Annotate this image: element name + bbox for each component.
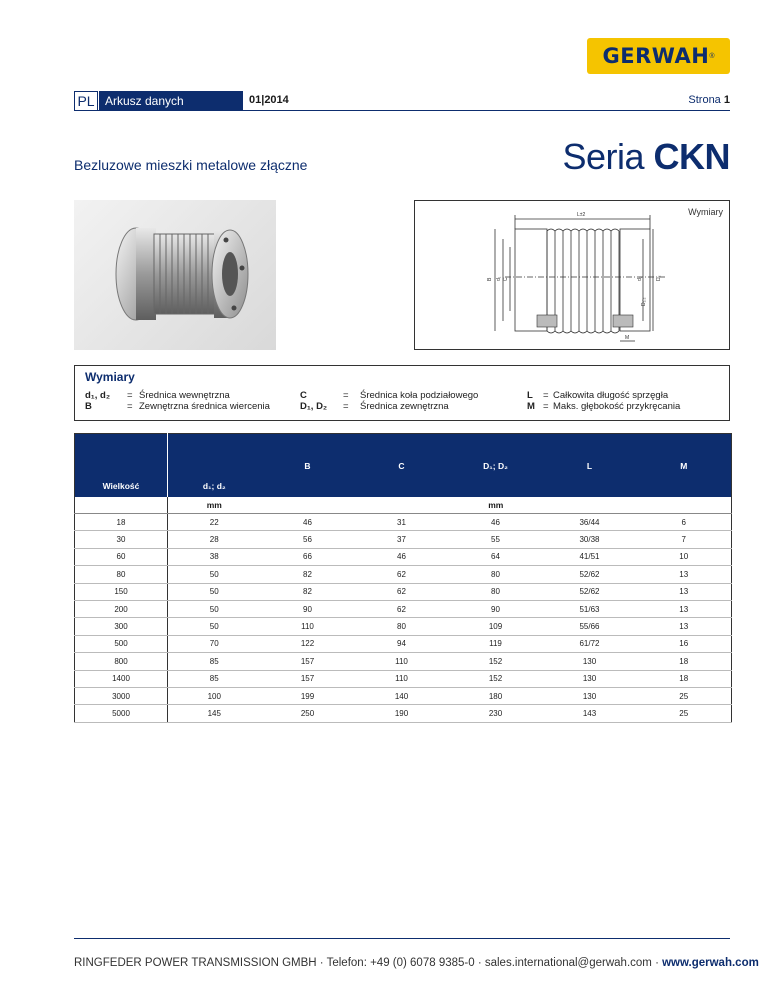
table-cell: 50 xyxy=(168,566,261,583)
table-cell: 41/51 xyxy=(543,548,637,565)
table-cell: 85 xyxy=(168,653,261,670)
footer-separator: · xyxy=(651,957,663,969)
legend-key: d₁, d₂ xyxy=(85,390,111,401)
col-header-D1D2: D₁; D₂ xyxy=(449,434,543,498)
table-cell: 18 xyxy=(637,653,732,670)
footer xyxy=(74,957,759,969)
footer-separator: · xyxy=(474,957,485,969)
table-cell: 46 xyxy=(449,514,543,531)
table-cell: 30/38 xyxy=(543,531,637,548)
series-title xyxy=(562,136,730,178)
table-cell: 56 xyxy=(261,531,355,548)
table-row xyxy=(75,705,732,722)
logo-text: GERWAH xyxy=(602,44,710,68)
dim-b-label: B xyxy=(487,277,493,281)
table-cell: 94 xyxy=(355,635,449,652)
table-cell: 143 xyxy=(543,705,637,722)
table-cell: 25 xyxy=(637,687,732,704)
table-cell: 46 xyxy=(355,548,449,565)
table-cell: 250 xyxy=(261,705,355,722)
table-cell: 50 xyxy=(168,600,261,617)
unit-cell-empty xyxy=(75,497,168,514)
footer-company: RINGFEDER POWER TRANSMISSION GMBH xyxy=(74,957,317,969)
legend-text: Całkowita długość sprzęgła xyxy=(553,390,669,401)
page-indicator xyxy=(688,94,730,106)
table-cell: 80 xyxy=(355,618,449,635)
table-cell: 90 xyxy=(261,600,355,617)
table-cell: 55 xyxy=(449,531,543,548)
product-photo xyxy=(74,200,276,350)
table-row xyxy=(75,653,732,670)
table-cell: 37 xyxy=(355,531,449,548)
table-cell: 199 xyxy=(261,687,355,704)
table-cell: 62 xyxy=(355,583,449,600)
legend-eq: = xyxy=(543,390,549,401)
registered-mark: ® xyxy=(709,52,715,60)
table-cell: 200 xyxy=(75,600,168,617)
table-cell: 110 xyxy=(355,653,449,670)
dim-m-label: M xyxy=(625,335,630,341)
table-row xyxy=(75,600,732,617)
table-cell: 13 xyxy=(637,618,732,635)
table-cell: 30 xyxy=(75,531,168,548)
dimensions-table xyxy=(74,433,731,723)
footer-website[interactable]: www.gerwah.com xyxy=(662,957,759,969)
table-cell: 230 xyxy=(449,705,543,722)
table-cell: 150 xyxy=(75,583,168,600)
table-cell: 70 xyxy=(168,635,261,652)
table-cell: 36/44 xyxy=(543,514,637,531)
page-label: Strona xyxy=(688,94,721,106)
legend-title: Wymiary xyxy=(85,370,135,384)
unit-cell-right: mm xyxy=(261,497,732,514)
table-cell: 180 xyxy=(449,687,543,704)
dimension-drawing xyxy=(414,200,730,350)
table-row xyxy=(75,618,732,635)
table-cell: 6 xyxy=(637,514,732,531)
table-cell: 10 xyxy=(637,548,732,565)
table-row xyxy=(75,531,732,548)
legend-text: Średnica wewnętrzna xyxy=(139,390,230,401)
table-row xyxy=(75,670,732,687)
page-number: 1 xyxy=(723,94,730,106)
table-cell: 190 xyxy=(355,705,449,722)
table-cell: 13 xyxy=(637,600,732,617)
legend-key: L xyxy=(527,390,533,401)
table-cell: 61/72 xyxy=(543,635,637,652)
col-header-size: Wielkość xyxy=(75,434,168,498)
legend-eq: = xyxy=(127,390,133,401)
series-prefix: Seria xyxy=(562,136,644,177)
table-cell: 130 xyxy=(543,653,637,670)
table-cell: 157 xyxy=(261,670,355,687)
table-cell: 52/62 xyxy=(543,583,637,600)
table-row xyxy=(75,635,732,652)
table-cell: 800 xyxy=(75,653,168,670)
table-cell: 1400 xyxy=(75,670,168,687)
legend-key: M xyxy=(527,401,535,412)
footer-email[interactable]: sales.international@gerwah.com xyxy=(484,957,652,969)
table-cell: 7 xyxy=(637,531,732,548)
table-cell: 82 xyxy=(261,583,355,600)
table-cell: 16 xyxy=(637,635,732,652)
table-cell: 55/66 xyxy=(543,618,637,635)
language-badge: PL xyxy=(74,91,98,111)
table-row xyxy=(75,583,732,600)
drawing-label: Wymiary xyxy=(688,207,723,217)
footer-separator: · xyxy=(316,957,327,969)
table-cell: 85 xyxy=(168,670,261,687)
gerwah-logo xyxy=(587,38,730,74)
table-cell: 82 xyxy=(261,566,355,583)
unit-cell-left: mm xyxy=(168,497,261,514)
table-row xyxy=(75,548,732,565)
table-header-row xyxy=(75,434,732,498)
dim-c-label: C xyxy=(503,277,509,281)
table-cell: 28 xyxy=(168,531,261,548)
table-cell: 52/62 xyxy=(543,566,637,583)
table-cell: 119 xyxy=(449,635,543,652)
table-cell: 62 xyxy=(355,566,449,583)
table-cell: 66 xyxy=(261,548,355,565)
legend-eq: = xyxy=(127,401,133,412)
coupling-section-drawing xyxy=(415,201,729,349)
table-cell: 50 xyxy=(168,583,261,600)
col-header-d1d2: d₁; d₂ xyxy=(168,434,261,498)
table-cell: 80 xyxy=(449,566,543,583)
table-cell: 130 xyxy=(543,687,637,704)
legend-eq: = xyxy=(343,390,349,401)
table-cell: 152 xyxy=(449,670,543,687)
legend-key: D₁, D₂ xyxy=(300,401,328,412)
table-cell: 13 xyxy=(637,566,732,583)
table-row xyxy=(75,514,732,531)
issue-date: 01|2014 xyxy=(249,94,289,106)
table-cell: 140 xyxy=(355,687,449,704)
table-cell: 5000 xyxy=(75,705,168,722)
table-cell: 300 xyxy=(75,618,168,635)
table-cell: 18 xyxy=(637,670,732,687)
table-cell: 3000 xyxy=(75,687,168,704)
dim-D-label: D₁;₂ xyxy=(641,297,647,306)
dim-d1-label: d₁ xyxy=(496,276,502,281)
legend-text: Zewnętrzna średnica wiercenia xyxy=(139,401,270,412)
table-cell: 31 xyxy=(355,514,449,531)
footer-phone: Telefon: +49 (0) 6078 9385-0 xyxy=(326,957,475,969)
dim-length-label: L±2 xyxy=(577,212,586,218)
dim-d2-label: d₂ xyxy=(637,276,643,281)
col-header-m: M xyxy=(637,434,732,498)
table-cell: 13 xyxy=(637,583,732,600)
table-cell: 100 xyxy=(168,687,261,704)
table-cell: 90 xyxy=(449,600,543,617)
table-row xyxy=(75,566,732,583)
sheet-label: Arkusz danych xyxy=(99,91,243,111)
table-cell: 500 xyxy=(75,635,168,652)
table-cell: 46 xyxy=(261,514,355,531)
dimensions-legend xyxy=(74,365,730,421)
table-cell: 25 xyxy=(637,705,732,722)
footer-rule xyxy=(74,938,730,939)
series-name: CKN xyxy=(653,136,730,177)
bellows-coupling-image xyxy=(74,200,276,350)
table-cell: 122 xyxy=(261,635,355,652)
table-cell: 130 xyxy=(543,670,637,687)
col-header-l: L xyxy=(543,434,637,498)
legend-text: Maks. głębokość przykręcania xyxy=(553,401,681,412)
table-cell: 38 xyxy=(168,548,261,565)
table-cell: 50 xyxy=(168,618,261,635)
col-header-b: B xyxy=(261,434,355,498)
table-cell: 51/63 xyxy=(543,600,637,617)
table-cell: 22 xyxy=(168,514,261,531)
dim-D2-label: D₂ xyxy=(656,275,662,281)
header-rule xyxy=(74,110,730,111)
col-header-c: C xyxy=(355,434,449,498)
legend-text: Średnica zewnętrzna xyxy=(360,401,449,412)
table-cell: 62 xyxy=(355,600,449,617)
table-cell: 60 xyxy=(75,548,168,565)
table-cell: 157 xyxy=(261,653,355,670)
table-cell: 64 xyxy=(449,548,543,565)
table-row xyxy=(75,687,732,704)
table-unit-row xyxy=(75,497,732,514)
legend-key: B xyxy=(85,401,92,412)
table-cell: 18 xyxy=(75,514,168,531)
legend-eq: = xyxy=(343,401,349,412)
table-cell: 109 xyxy=(449,618,543,635)
table-cell: 80 xyxy=(449,583,543,600)
table-cell: 110 xyxy=(261,618,355,635)
table-cell: 152 xyxy=(449,653,543,670)
legend-eq: = xyxy=(543,401,549,412)
legend-text: Średnica koła podziałowego xyxy=(360,390,479,401)
table-cell: 80 xyxy=(75,566,168,583)
table-cell: 145 xyxy=(168,705,261,722)
legend-key: C xyxy=(300,390,307,401)
product-subtitle: Bezluzowe mieszki metalowe złączne xyxy=(74,157,308,173)
table-cell: 110 xyxy=(355,670,449,687)
